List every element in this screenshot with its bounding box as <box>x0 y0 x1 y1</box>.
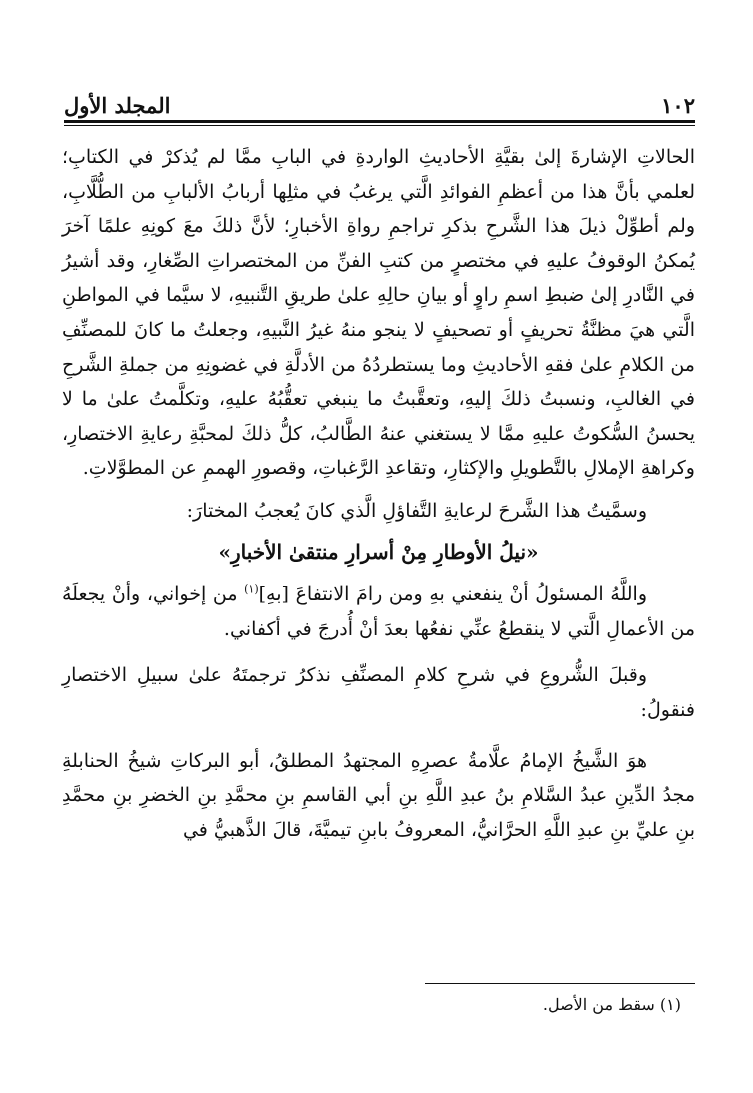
paragraph-2: وسمَّيتُ هذا الشَّرحَ لرعايةِ التَّفاؤلِ الَّذي كانَ يُعجبُ المختارَ: <box>186 499 647 522</box>
main-text <box>62 140 695 847</box>
footnote-reference[interactable]: (١) <box>244 582 259 596</box>
footnote: (١) سقط من الأصل. <box>542 995 681 1014</box>
page-header <box>64 88 695 118</box>
paragraph-3 <box>62 577 695 646</box>
book-title: «نيلُ الأوطارِ مِنْ أسرارِ منتقىٰ الأخبارِ» <box>218 539 539 564</box>
page-number: ١٠٢ <box>661 93 695 118</box>
paragraph-3-start: واللَّهُ المسئولُ أنْ ينفعني بهِ ومن رامَ الانتفاعَ [بهِ] <box>258 583 647 606</box>
header-rule-thick <box>64 120 695 123</box>
paragraph-3-end: من إخواني، وأنْ يجعلَهُ من الأعمالِ الَّتي لا ينقطعُ عنِّي نفعُها بعدَ أنْ أُدرجَ في أكفاني. <box>62 583 695 640</box>
paragraph-4: وقبلَ الشُّروعِ في شرحِ كلامِ المصنِّفِ نذكرُ ترجمتَهُ علىٰ سبيلِ الاختصارِ فنقولُ: <box>62 664 695 721</box>
footnote-rule <box>425 983 695 984</box>
paragraph-1: الحالاتِ الإشارةَ إلىٰ بقيَّةِ الأحاديثِ الواردةِ في البابِ ممَّا لم يُذكرْ في الكتابِ؛ لعلمي بأنَّ هذا من أعظمِ الفوائدِ الَّتي يرغبُ في مثلِها أربابُ الألبابِ من الطُّلَّابِ، ولم أطوِّلْ ذيلَ هذا الشَّرحِ بذكرِ تراجمِ رواةِ الأخبارِ؛ لأنَّ ذلكَ معَ كونِهِ علمًا آخرَ يُمكنُ الوقوفُ عليهِ في مختصرٍ من كتبِ الفنِّ من المختصراتِ الصِّغارِ، وقد أشيرُ في النَّادرِ إلىٰ ضبطِ اسمِ راوٍ أو بيانِ حالِهِ علىٰ طريقِ التَّنبيهِ، لا سيَّما في المواطنِ الَّتي هيَ مظنَّةُ تحريفٍ أو تصحيفٍ لا ينجو منهُ غيرُ النَّبيهِ، وجعلتُ ما كانَ للمصنِّفِ من الكلامِ علىٰ فقهِ الأحاديثِ وما يستطردُهُ من الأدلَّةِ في غضونِهِ من جملةِ الشَّرحِ في الغالبِ، ونسبتُ ذلكَ إليهِ، وتعقَّبتُ ما ينبغي تعقُّبُهُ عليهِ، وتكلَّمتُ علىٰ ما لا يحسنُ السُّكوتُ عليهِ ممَّا لا يستغني عنهُ الطَّالبُ، كلُّ ذلكَ لمحبَّةِ رعايةِ الاختصارِ، وكراهةِ الإملالِ بالتَّطويلِ والإكثارِ، وتقاعدِ الرَّغباتِ، وقصورِ الهممِ عن المطوَّلاتِ. <box>62 146 695 480</box>
paragraph-5: هوَ الشَّيخُ الإمامُ علَّامةُ عصرِهِ المجتهدُ المطلقُ، أبو البركاتِ شيخُ الحنابلةِ مجدُ الدِّينِ عبدُ السَّلامِ بنُ عبدِ اللَّهِ بنِ أبي القاسمِ بنِ محمَّدِ بنِ الخضرِ بنِ محمَّدِ بنِ عليِّ بنِ عبدِ اللَّهِ الحرَّانيُّ، المعروفُ بابنِ تيميَّةَ، قالَ الذَّهبيُّ في <box>62 749 695 841</box>
header-rule-thin <box>64 125 695 126</box>
volume-title: المجلد الأول <box>64 93 171 118</box>
